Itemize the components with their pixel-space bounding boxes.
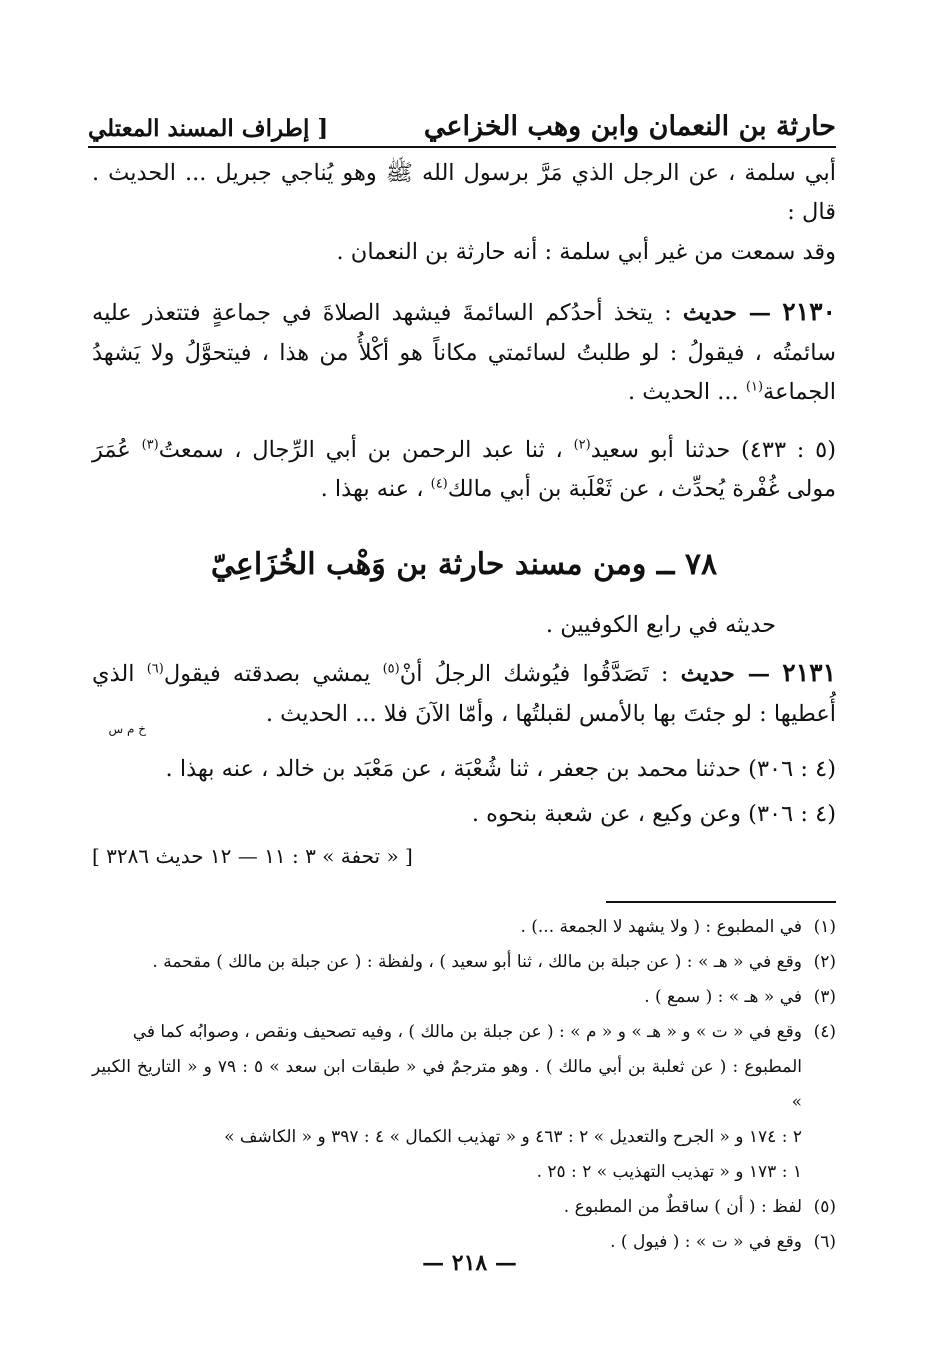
footnote-ref[interactable]: (٢) [573,437,591,453]
page-number: — ٢١٨ — [422,1250,517,1276]
isnad-433 [92,431,836,510]
hadith-text: : يتخذ أحدُكم السائمةَ فيشهد الصلاةَ في جماعةٍ فتتعذر عليه سائمتُه ، فيقولُ : لو طلبتُ لسائمتي مكاناً هو أكْلأُ من هذا ، فيتحوَّلُ ولا يَشهدُ الجماعة [92,300,836,406]
hadith-number: ٢١٣٠ [782,297,836,327]
footnote-ref[interactable]: (٤) [430,476,448,492]
section-heading: ٧٨ ــ ومن مسند حارثة بن وَهْب الخُزَاعِيّ [210,547,718,583]
footnote-text: في « هـ » : ( سمع ) . [644,987,802,1008]
footnote [92,1015,836,1050]
hadith-number: ٢١٣١ [782,658,836,688]
footnotes [92,910,836,1260]
intro-line: وقد سمعت من غير أبي سلمة : أنه حارثة بن النعمان . [336,238,836,265]
footnote [92,1190,836,1225]
isnad-line: (٤ : ٣٠٦) حدثنا محمد بن جعفر ، ثنا شُعْبَة ، عن مَعْبَد بن خالد ، عنه بهذا . [165,755,836,782]
isnad-line: (٤ : ٣٠٦) وعن وكيع ، عن شعبة بنحوه . [471,801,836,828]
footnote-continuation: ٢ : ١٧٤ و « الجرح والتعديل » ٢ : ٤٦٣ و « تهذيب الكمال » ٤ : ٣٩٧ و « الكاشف » [224,1127,802,1148]
footnote-number: (٤) [813,1022,836,1043]
hadith-2130 [92,290,836,413]
footnote-continuation: المطبوع : ( عن ثعلبة بن أبي مالك ) . وهو مترجمٌ في « طبقات ابن سعد » ٥ : ٧٩ و « التاريخ الكبير » [92,1057,802,1113]
source-sigla: خ م س [108,722,146,737]
header-book-title: [ إطراف المسند المعتلي [88,115,329,142]
section-subtitle: حديثه في رابع الكوفيين . [545,611,776,638]
footnote-number: (٢) [813,952,836,973]
intro-line: أبي سلمة ، عن الرجل الذي مَرَّ برسول الله ﷺ وهو يُناجي جبريل ... الحديث . قال : [92,160,836,226]
hadith-text: ... الحديث . [628,379,746,406]
hadith-text: : تَصَدَّقُوا فيُوشك الرجلُ أنْ [399,661,681,688]
footnote [92,945,836,980]
footnote-number: (٦) [813,1232,836,1253]
footnote-ref[interactable]: (٣) [141,437,159,453]
main-text [92,154,836,874]
isnad-text: ، عنه بهذا . [320,476,431,502]
footnote [92,980,836,1015]
footnote-number: (٥) [813,1197,836,1218]
hadith-label: — حديث [680,661,771,688]
hadith-2131 [92,651,836,737]
isnad-text: (٥ : ٤٣٣) حدثنا أبو سعيد [590,436,837,463]
footnote-ref[interactable]: (١) [745,379,764,395]
footnote-ref[interactable]: (٥) [382,661,400,677]
footnote-number: (١) [813,917,836,937]
footnote-text: في المطبوع : ( ولا يشهد لا الجمعة ...) . [520,917,802,937]
footnote-text: وقع في « ت » : ( فيول ) . [610,1232,802,1253]
hadith-text: الذي أُعطيها : لو جئتَ بها بالأمس لقبلتُها ، وأمّا الآنَ فلا ... الحديث . [92,661,836,727]
footnote-text: وقع في « ت » و « هـ » و « م » : ( عن جبلة بن مالك ) ، وفيه تصحيف ونقص ، وصوابُه كما في [132,1022,802,1043]
footnote-divider [606,901,836,903]
hadith-label: — حديث [682,300,772,327]
footnote-ref[interactable]: (٦) [146,661,164,677]
tuhfa-reference: [ « تحفة » ٣ : ١١ — ١٢ حديث ٣٢٨٦ ] [92,843,413,868]
isnad-text: عُمَرَ مولى غُفْرة يُحدِّث ، عن ثَعْلَبة بن أبي مالك [92,436,836,502]
isnad-text: ، ثنا عبد الرحمن بن أبي الرِّجال ، سمعتُ [158,436,574,463]
footnote-text: لفظ : ( أن ) ساقطٌ من المطبوع . [563,1197,802,1218]
hadith-text: يمشي بصدقته فيقول [163,661,383,688]
footnote-number: (٣) [813,987,836,1008]
header-chapter-title: حارثة بن النعمان وابن وهب الخزاعي [423,111,836,142]
running-header [88,102,836,148]
footnote-continuation: ١ : ١٧٣ و « تهذيب التهذيب » ٢ : ٢٥ . [536,1162,802,1183]
footnote-text: وقع في « هـ » : ( عن جبلة بن مالك ، ثنا أبو سعيد ) ، ولفظة : ( عن جبلة بن مالك ) مقحمة . [152,952,802,973]
footnote [92,910,836,945]
